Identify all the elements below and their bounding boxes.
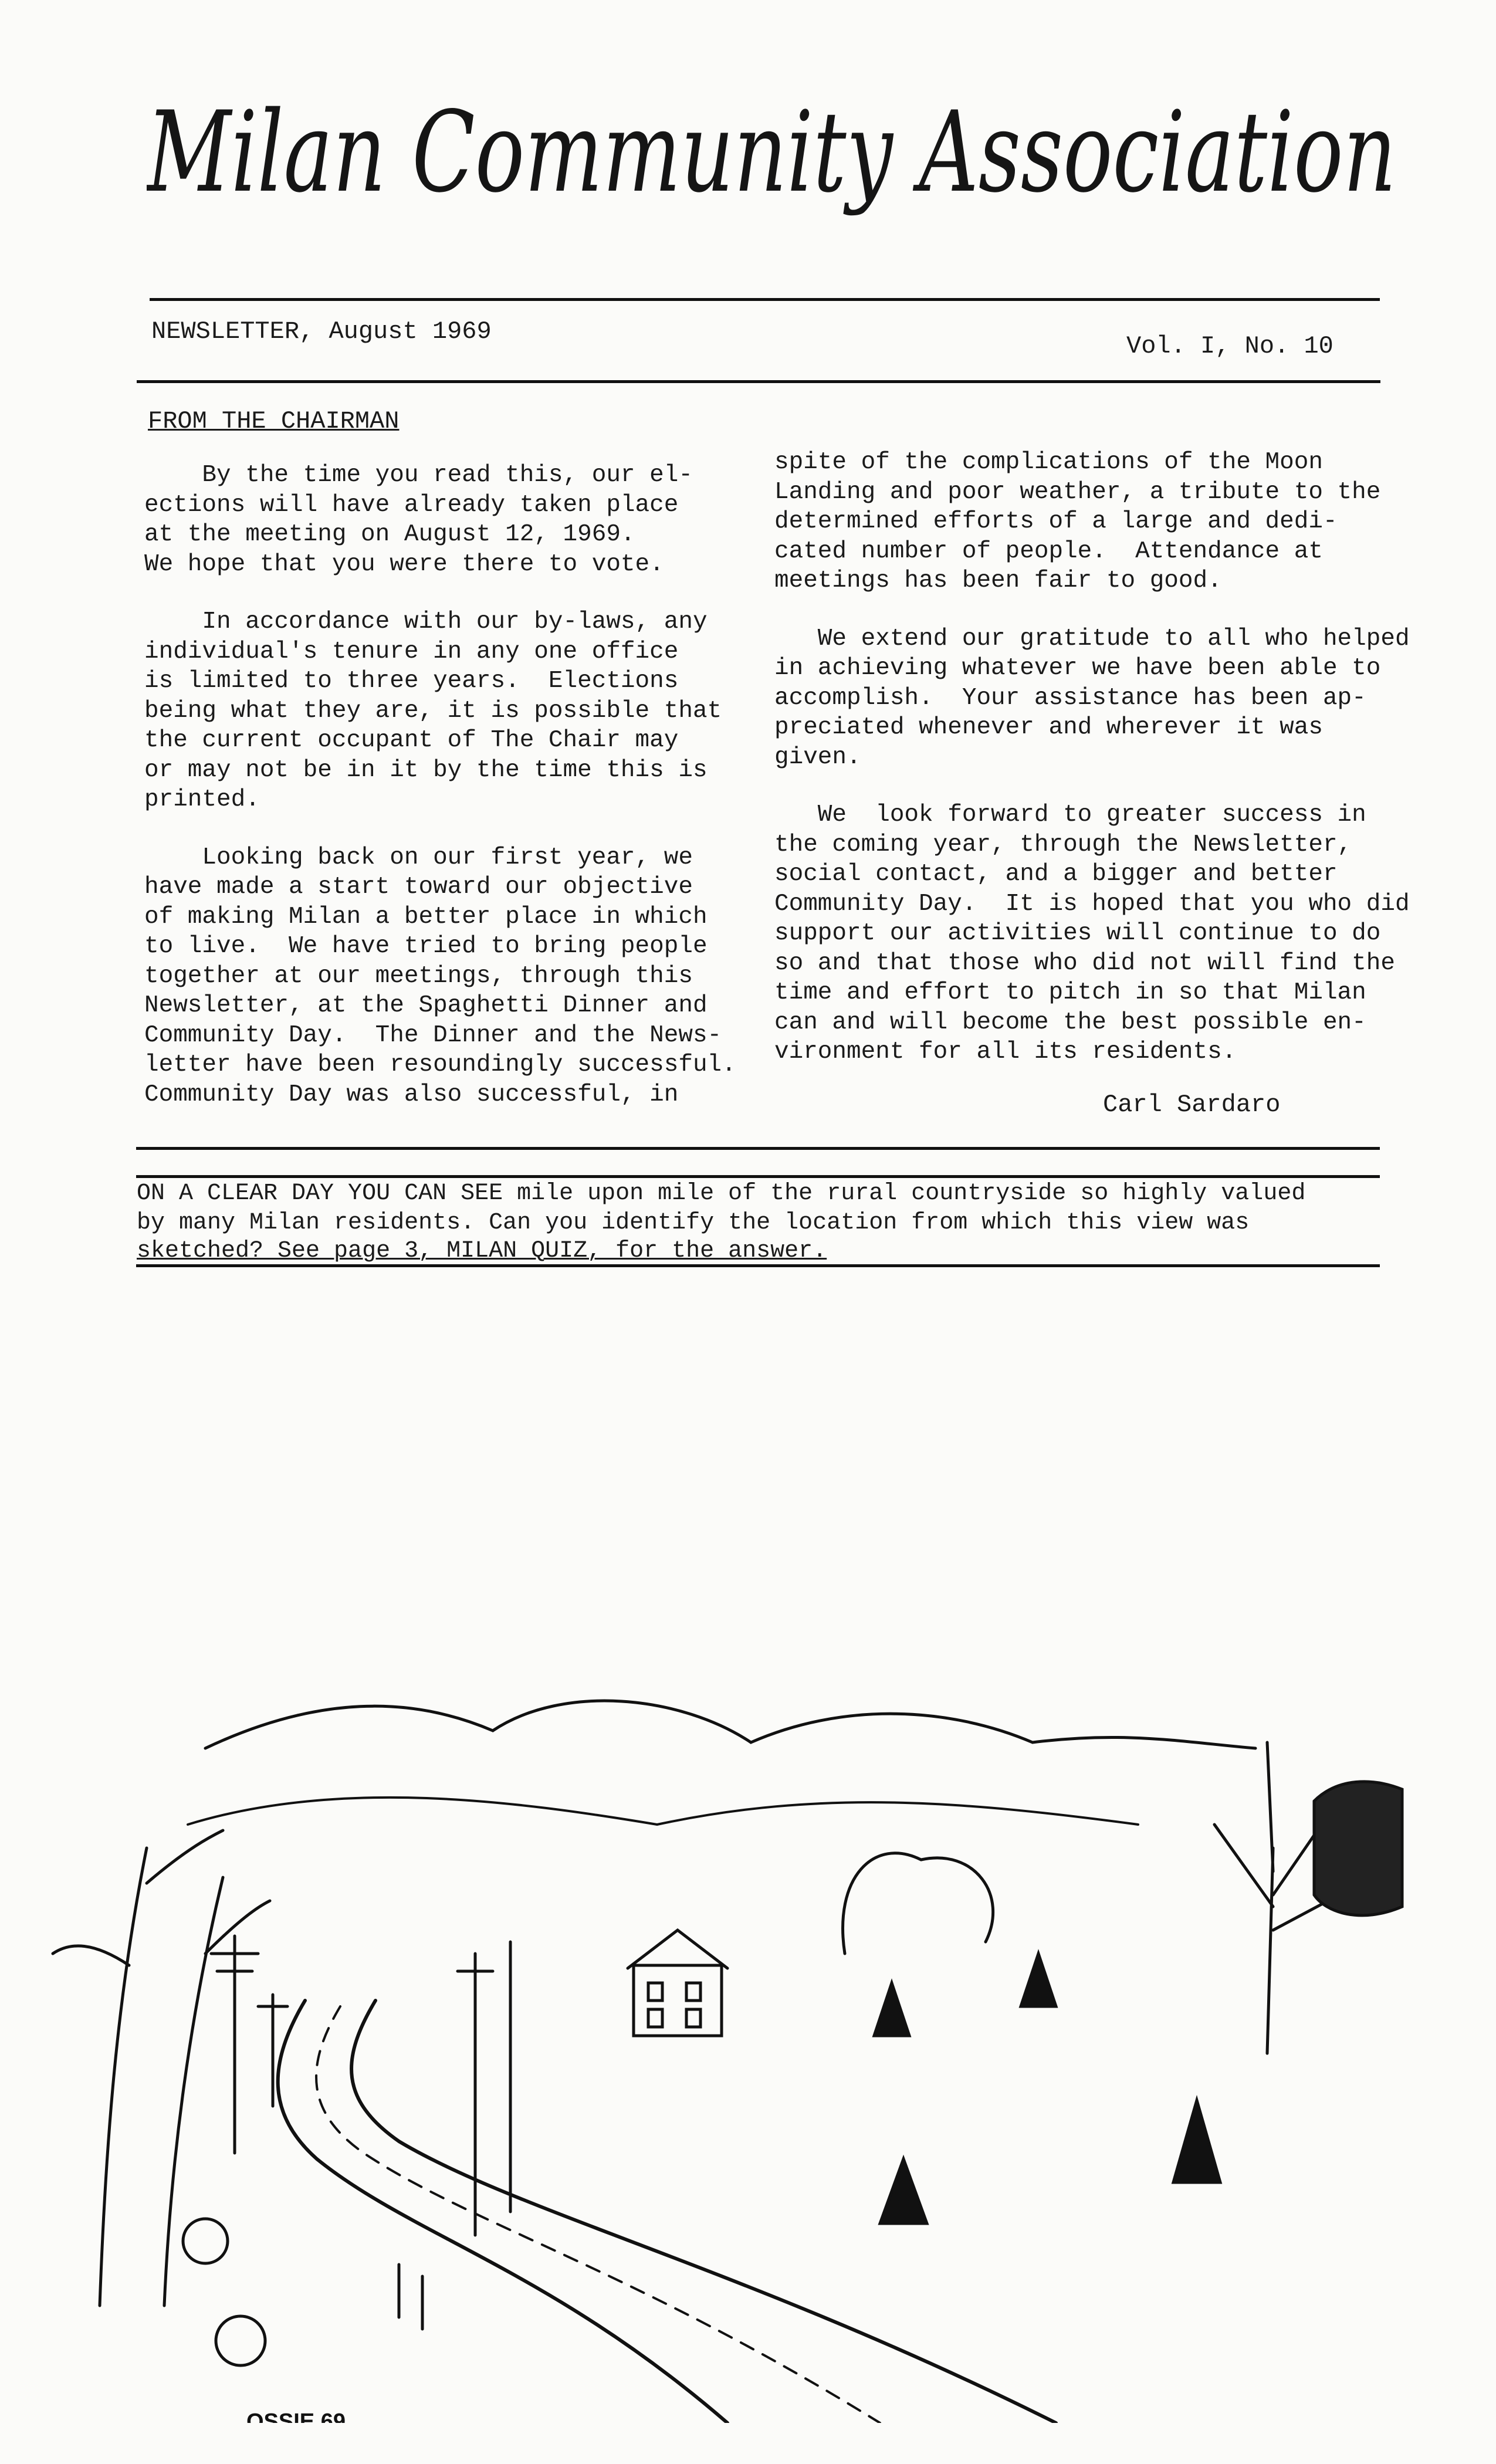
fence-post [399,2265,422,2329]
text-line: Community Day was also successful, in [144,1081,679,1108]
masthead-script [147,88,1408,241]
text-line: We extend our gratitude to all who helped [774,625,1410,652]
farmhouse-window [648,1983,662,2001]
plant-stalk [53,1830,223,2306]
text-line: determined efforts of a large and dedi- [774,508,1338,535]
evergreen-tree [874,1983,909,2036]
text-line: the current occupant of The Chair may [144,727,679,754]
flower [183,2219,228,2263]
signature: Carl Sardaro [1103,1091,1281,1119]
text-line: Looking back on our first year, we [144,844,693,871]
tree-cluster [843,1853,993,1954]
plant-stalk [164,1877,270,2306]
text-line: time and effort to pitch in so that Milan [774,979,1366,1006]
text-line: cated number of people. Attendance at [774,537,1323,565]
text-line: to live. We have tried to bring people [144,933,708,960]
text-line: have made a start toward our objective [144,874,693,901]
paragraph [144,843,737,1110]
text-line: spite of the complications of the Moon [774,449,1323,476]
masthead-title: Milan Community Association [147,88,1396,217]
text-line: is limited to three years. Elections [144,668,679,695]
text-line: Community Day. The Dinner and the News- [144,1021,722,1049]
text-line: given. [774,743,861,771]
evergreen-tree [1173,2100,1220,2182]
text-line: or may not be in it by the time this is [144,756,708,784]
text-line: accomplish. Your assistance has been ap- [774,684,1366,712]
text-line: Landing and poor weather, a tribute to the [774,478,1381,506]
quiz-line-3: sketched? See page 3, MILAN QUIZ, for the answer. [137,1238,827,1264]
text-line: ections will have already taken place [144,491,679,519]
text-line: printed. [144,786,260,813]
farmhouse-roof [628,1930,727,1968]
text-line: We look forward to greater success in [774,801,1366,828]
text-line: being what they are, it is possible that [144,697,722,725]
paragraph [774,624,1426,773]
text-line: vironment for all its residents. [774,1038,1237,1065]
quiz-rule-upper [136,1175,1380,1178]
quiz-line-1: ON A CLEAR DAY YOU CAN SEE mile upon mile of the rural countryside so highly valued [137,1180,1306,1207]
text-line: so and that those who did not will find the [774,949,1395,977]
chairman-left-column [144,461,737,1138]
text-line: at the meeting on August 12, 1969. [144,521,635,548]
farmhouse-window [648,2009,662,2027]
text-line: support our activities will continue to do [774,920,1381,947]
text-line: social contact, and a bigger and better [774,861,1338,888]
dark-tree-mass [1314,1782,1402,1915]
text-line: the coming year, through the Newsletter, [774,831,1352,858]
text-line: Newsletter, at the Spaghetti Dinner and [144,992,708,1019]
volume-number: Vol. I, No. 10 [1126,332,1333,360]
header-rule-bottom [137,380,1380,383]
landscape-sketch [12,1320,1478,2423]
text-line: of making Milan a better place in which [144,903,708,930]
section-heading: FROM THE CHAIRMAN [148,407,400,435]
text-line: individual's tenure in any one office [144,638,679,665]
paragraph [774,448,1426,596]
quiz-rule-top [136,1147,1380,1150]
paragraph [144,607,737,815]
text-line: in achieving whatever we have been able to [774,655,1381,682]
header-rule-top [150,298,1380,301]
evergreen-tree [1021,1954,1056,2006]
quiz-rule-bottom [136,1264,1380,1267]
text-line: Community Day. It is hoped that you who did [774,890,1410,918]
text-line: We hope that you were there to vote. [144,550,664,578]
mid-hills [188,1798,1138,1825]
text-line: meetings has been fair to good. [774,567,1222,594]
masthead [147,88,1408,241]
quiz-line-2: by many Milan residents. Can you identify the location from which this view was [137,1210,1250,1236]
flower [216,2316,265,2365]
paragraph [774,800,1426,1067]
utility-pole-1 [211,1936,258,2153]
farmhouse-window [686,2009,700,2027]
text-line: together at our meetings, through this [144,962,693,990]
distant-hills [205,1701,1255,1748]
paragraph [144,461,737,579]
chairman-right-column [774,448,1426,1095]
text-line: By the time you read this, our el- [144,462,693,489]
text-line: letter have been resoundingly successful. [144,1051,736,1078]
text-line: In accordance with our by-laws, any [144,608,708,635]
evergreen-tree [880,2159,927,2223]
artist-signature: OSSIE 69 [246,2409,346,2423]
road-right-edge [351,2001,1056,2423]
utility-pole-3 [458,1954,493,2235]
text-line: can and will become the best possible en- [774,1008,1366,1036]
farmhouse-window [686,1983,700,2001]
text-line: preciated whenever and wherever it was [774,714,1323,741]
newsletter-date: NEWSLETTER, August 1969 [151,317,492,346]
road-left-edge [278,2001,727,2423]
